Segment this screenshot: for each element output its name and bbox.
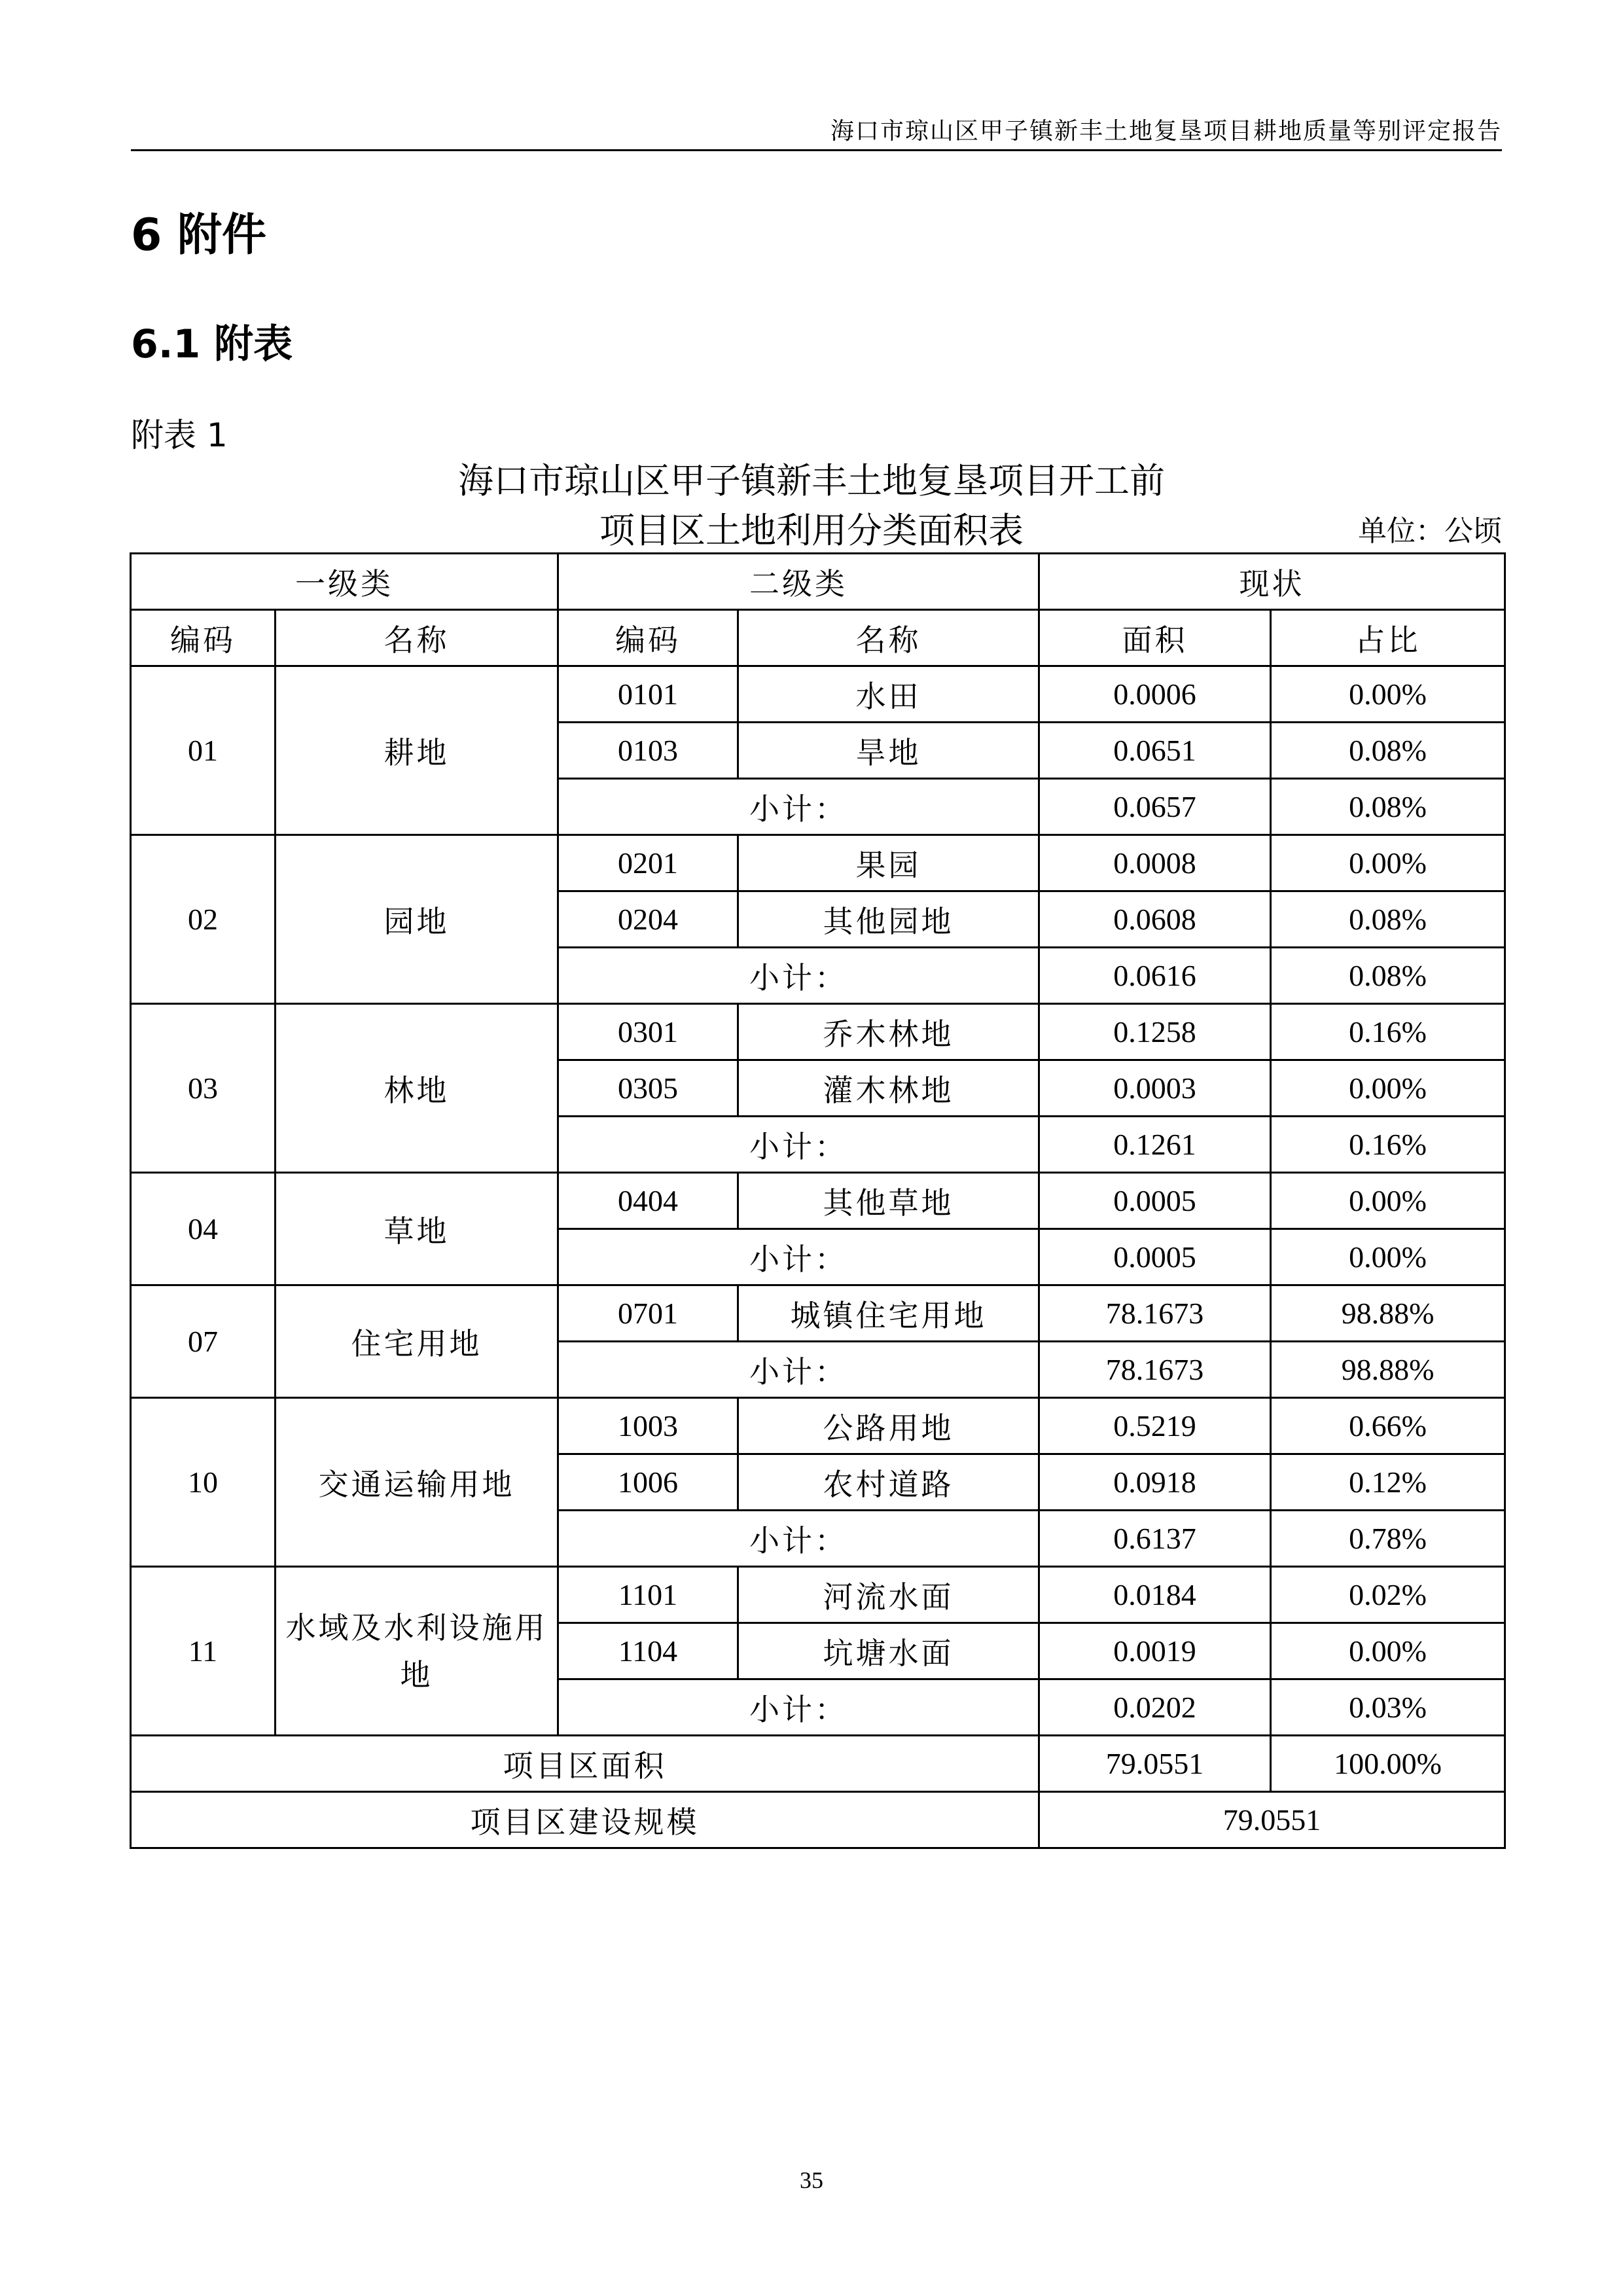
level2-code: 1003: [558, 1398, 738, 1454]
ratio-value: 0.00%: [1271, 1060, 1505, 1117]
table-row: [131, 1567, 1505, 1623]
header-level1: 一级类: [131, 554, 558, 610]
subtotal-ratio: 0.00%: [1271, 1229, 1505, 1285]
ratio-value: 98.88%: [1271, 1285, 1505, 1342]
total-ratio: 100.00%: [1271, 1736, 1505, 1792]
level2-code: 0701: [558, 1285, 738, 1342]
table-header-row: [131, 554, 1505, 610]
subtotal-label: 小计：: [558, 948, 1039, 1004]
level2-code: 0204: [558, 891, 738, 948]
table-row: [131, 1173, 1505, 1229]
level2-code: 0103: [558, 723, 738, 779]
section-heading: 6 附件: [131, 209, 266, 261]
level2-code: 1006: [558, 1454, 738, 1511]
ratio-value: 0.02%: [1271, 1567, 1505, 1623]
header-name1: 名称: [276, 610, 558, 666]
area-value: 0.0008: [1039, 835, 1271, 891]
scale-row: [131, 1792, 1505, 1848]
area-value: 0.0006: [1039, 666, 1271, 723]
level1-name: 草地: [276, 1173, 558, 1285]
table-caption: 附表 1: [131, 416, 228, 454]
level1-code: 02: [131, 835, 276, 1004]
subtotal-ratio: 0.08%: [1271, 948, 1505, 1004]
table-row: [131, 666, 1505, 723]
level1-code: 04: [131, 1173, 276, 1285]
level1-name: 交通运输用地: [276, 1398, 558, 1567]
header-rule: [131, 149, 1502, 151]
level2-name: 公路用地: [738, 1398, 1039, 1454]
total-label: 项目区面积: [131, 1736, 1039, 1792]
level1-name: 园地: [276, 835, 558, 1004]
level1-code: 01: [131, 666, 276, 835]
level1-name: 住宅用地: [276, 1285, 558, 1398]
area-value: 0.5219: [1039, 1398, 1271, 1454]
subtotal-area: 78.1673: [1039, 1342, 1271, 1398]
subtotal-label: 小计：: [558, 1679, 1039, 1736]
level2-name: 其他园地: [738, 891, 1039, 948]
ratio-value: 0.66%: [1271, 1398, 1505, 1454]
level2-code: 0301: [558, 1004, 738, 1060]
running-header: 海口市琼山区甲子镇新丰土地复垦项目耕地质量等别评定报告: [830, 118, 1502, 145]
subtotal-area: 0.0657: [1039, 779, 1271, 835]
level2-code: 0404: [558, 1173, 738, 1229]
level2-name: 农村道路: [738, 1454, 1039, 1511]
ratio-value: 0.16%: [1271, 1004, 1505, 1060]
level2-name: 城镇住宅用地: [738, 1285, 1039, 1342]
land-use-table: [130, 552, 1506, 1849]
header-name2: 名称: [738, 610, 1039, 666]
level2-name: 河流水面: [738, 1567, 1039, 1623]
level1-code: 03: [131, 1004, 276, 1173]
subsection-heading: 6.1 附表: [131, 321, 293, 367]
ratio-value: 0.00%: [1271, 1173, 1505, 1229]
table-row: [131, 835, 1505, 891]
subtotal-label: 小计：: [558, 1511, 1039, 1567]
header-status: 现状: [1039, 554, 1505, 610]
level2-code: 0305: [558, 1060, 738, 1117]
subtotal-ratio: 0.16%: [1271, 1117, 1505, 1173]
subtotal-area: 0.0616: [1039, 948, 1271, 1004]
subtotal-ratio: 0.08%: [1271, 779, 1505, 835]
level2-name: 乔木林地: [738, 1004, 1039, 1060]
area-value: 0.0651: [1039, 723, 1271, 779]
area-value: 0.0019: [1039, 1623, 1271, 1679]
subtotal-area: 0.6137: [1039, 1511, 1271, 1567]
table-title-line1: 海口市琼山区甲子镇新丰土地复垦项目开工前: [458, 460, 1165, 501]
ratio-value: 0.00%: [1271, 835, 1505, 891]
level2-code: 0101: [558, 666, 738, 723]
header-level2: 二级类: [558, 554, 1039, 610]
subtotal-label: 小计：: [558, 1342, 1039, 1398]
level2-name: 果园: [738, 835, 1039, 891]
level1-name: 林地: [276, 1004, 558, 1173]
total-row: [131, 1736, 1505, 1792]
level2-code: 1101: [558, 1567, 738, 1623]
table-row: [131, 1004, 1505, 1060]
level2-name: 灌木林地: [738, 1060, 1039, 1117]
subtotal-label: 小计：: [558, 1117, 1039, 1173]
level2-name: 旱地: [738, 723, 1039, 779]
table-subheader-row: [131, 610, 1505, 666]
level2-name: 坑塘水面: [738, 1623, 1039, 1679]
level1-name: 耕地: [276, 666, 558, 835]
area-value: 0.0918: [1039, 1454, 1271, 1511]
subtotal-ratio: 0.03%: [1271, 1679, 1505, 1736]
level1-code: 11: [131, 1567, 276, 1736]
level2-name: 其他草地: [738, 1173, 1039, 1229]
subtotal-ratio: 0.78%: [1271, 1511, 1505, 1567]
level1-code: 10: [131, 1398, 276, 1567]
level2-code: 1104: [558, 1623, 738, 1679]
level1-name: 水域及水利设施用地: [276, 1567, 558, 1736]
header-code2: 编码: [558, 610, 738, 666]
table-unit: 单位：公顷: [1358, 514, 1502, 548]
header-code1: 编码: [131, 610, 276, 666]
area-value: 78.1673: [1039, 1285, 1271, 1342]
header-area: 面积: [1039, 610, 1271, 666]
ratio-value: 0.00%: [1271, 666, 1505, 723]
subtotal-label: 小计：: [558, 779, 1039, 835]
table-row: [131, 1398, 1505, 1454]
total-area: 79.0551: [1039, 1736, 1271, 1792]
level2-name: 水田: [738, 666, 1039, 723]
ratio-value: 0.00%: [1271, 1623, 1505, 1679]
subtotal-area: 0.0005: [1039, 1229, 1271, 1285]
area-value: 0.0005: [1039, 1173, 1271, 1229]
subtotal-area: 0.1261: [1039, 1117, 1271, 1173]
level1-code: 07: [131, 1285, 276, 1398]
level2-code: 0201: [558, 835, 738, 891]
table-title-line2: 项目区土地利用分类面积表: [599, 510, 1024, 551]
subtotal-ratio: 98.88%: [1271, 1342, 1505, 1398]
table-row: [131, 1285, 1505, 1342]
area-value: 0.1258: [1039, 1004, 1271, 1060]
area-value: 0.0003: [1039, 1060, 1271, 1117]
ratio-value: 0.08%: [1271, 723, 1505, 779]
subtotal-label: 小计：: [558, 1229, 1039, 1285]
page-number: 35: [800, 2167, 823, 2193]
ratio-value: 0.12%: [1271, 1454, 1505, 1511]
ratio-value: 0.08%: [1271, 891, 1505, 948]
area-value: 0.0608: [1039, 891, 1271, 948]
subtotal-area: 0.0202: [1039, 1679, 1271, 1736]
area-value: 0.0184: [1039, 1567, 1271, 1623]
scale-label: 项目区建设规模: [131, 1792, 1039, 1848]
header-ratio: 占比: [1271, 610, 1505, 666]
scale-value: 79.0551: [1039, 1792, 1505, 1848]
